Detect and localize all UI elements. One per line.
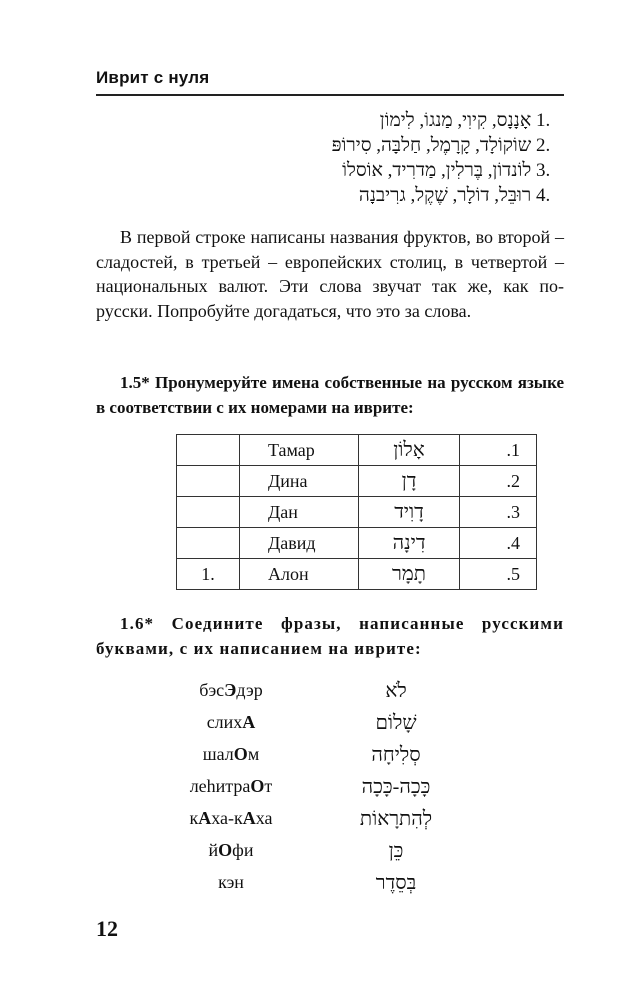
hebrew-line: [300, 135, 564, 160]
hebrew-line: [300, 160, 564, 185]
task-1-6-heading: 1.6* Соедините фразы, написанные русскими буквами, с их написанием на иврите:: [96, 614, 564, 658]
hebrew-line: [300, 185, 564, 210]
hebrew-phrase: לֹא: [385, 680, 407, 702]
hebrew-name: דָן: [401, 469, 417, 492]
hebrew-line-text: אָנָנָס, קִיוִי, מַנגוֹ, לִימוֹן: [379, 110, 532, 131]
hebrew-name-cell: [359, 528, 460, 559]
hebrew-phrase: לְהִתרָאוֹת: [359, 808, 433, 830]
table-row: [177, 435, 537, 466]
hebrew-phrase: בְּסֵדֶר: [375, 872, 417, 894]
hebrew-name: דָוִיד: [394, 500, 424, 523]
hebrew-name: דִינָה: [392, 531, 426, 554]
hebrew-name: תָמָר: [392, 562, 426, 585]
matching-pair: [96, 872, 564, 904]
russian-transcription: кАха-кАха: [189, 808, 273, 828]
hebrew-phrase: כֵּן: [388, 840, 404, 862]
matching-pair: [96, 840, 564, 872]
answer-cell[interactable]: [177, 497, 240, 528]
number-cell: .1: [460, 435, 537, 466]
table-row: [177, 466, 537, 497]
answer-cell[interactable]: [177, 435, 240, 466]
hebrew-phrase: שָׁלוֹם: [375, 712, 417, 734]
russian-transcription: леhитраОт: [189, 776, 273, 796]
number-cell: .5: [460, 559, 537, 590]
hebrew-phrase: כָּכָה-כָּכָה: [361, 776, 431, 798]
names-table: [176, 434, 537, 590]
matching-pair: [96, 776, 564, 808]
answer-cell[interactable]: 1.: [177, 559, 240, 590]
number-cell: .2: [460, 466, 537, 497]
hebrew-line-text: שוֹקוֹלָד, קָרָמֶל, חַלבָּה, סִירוֹפּ: [331, 135, 532, 156]
number-cell: .4: [460, 528, 537, 559]
hebrew-phrase: סְלִיחָה: [371, 744, 421, 766]
hebrew-name-cell: [359, 435, 460, 466]
russian-name-cell: Алон: [240, 559, 359, 590]
matching-list: [96, 680, 564, 904]
hebrew-line-number: 2.: [536, 135, 551, 156]
russian-name-cell: Дан: [240, 497, 359, 528]
russian-transcription: шалОм: [202, 744, 260, 764]
hebrew-line: [300, 110, 564, 135]
russian-transcription: бэсЭдэр: [199, 680, 263, 700]
number-cell: .3: [460, 497, 537, 528]
matching-pair: [96, 808, 564, 840]
hebrew-line-number: 3.: [536, 160, 551, 181]
answer-cell[interactable]: [177, 466, 240, 497]
hebrew-line-text: לוֹנדוֹן, בֶּרלִין, מַדרִיד, אוֹסלוֹ: [342, 160, 532, 181]
hebrew-word-list: [300, 110, 564, 210]
task-1-5-heading: 1.5* Пронумеруйте имена собственные на русском языке в соответствии с их номерами на иврите:: [96, 373, 564, 417]
hebrew-name: אָלוֹן: [393, 438, 425, 461]
hebrew-line-text: רוּבֵּל, דוֹלָר, שֶׁקֶל, גרִיבנָה: [358, 185, 532, 206]
header-rule: [96, 94, 564, 96]
matching-pair: [96, 744, 564, 776]
russian-name-cell: Дина: [240, 466, 359, 497]
hebrew-name-cell: [359, 559, 460, 590]
hebrew-line-number: 1.: [536, 110, 551, 131]
table-row: [177, 528, 537, 559]
russian-transcription: йОфи: [208, 840, 254, 860]
russian-transcription: слихА: [206, 712, 256, 732]
russian-transcription: кэн: [218, 872, 244, 892]
table-row: [177, 497, 537, 528]
hebrew-name-cell: [359, 466, 460, 497]
running-title: Иврит с нуля: [96, 68, 210, 87]
hebrew-name-cell: [359, 497, 460, 528]
page-number: 12: [96, 916, 118, 941]
matching-pair: [96, 712, 564, 744]
russian-name-cell: Давид: [240, 528, 359, 559]
russian-name-cell: Тамар: [240, 435, 359, 466]
answer-cell[interactable]: [177, 528, 240, 559]
table-row: [177, 559, 537, 590]
hebrew-line-number: 4.: [536, 185, 551, 206]
matching-pair: [96, 680, 564, 712]
intro-paragraph: В первой строке написаны названия фруктов, во второй – сладостей, в третьей – европейских столиц, в четвертой – национальных валют. Эти слова звучат так же, как по-русски. Попробуйте догадаться, что это за слова.: [96, 227, 564, 321]
